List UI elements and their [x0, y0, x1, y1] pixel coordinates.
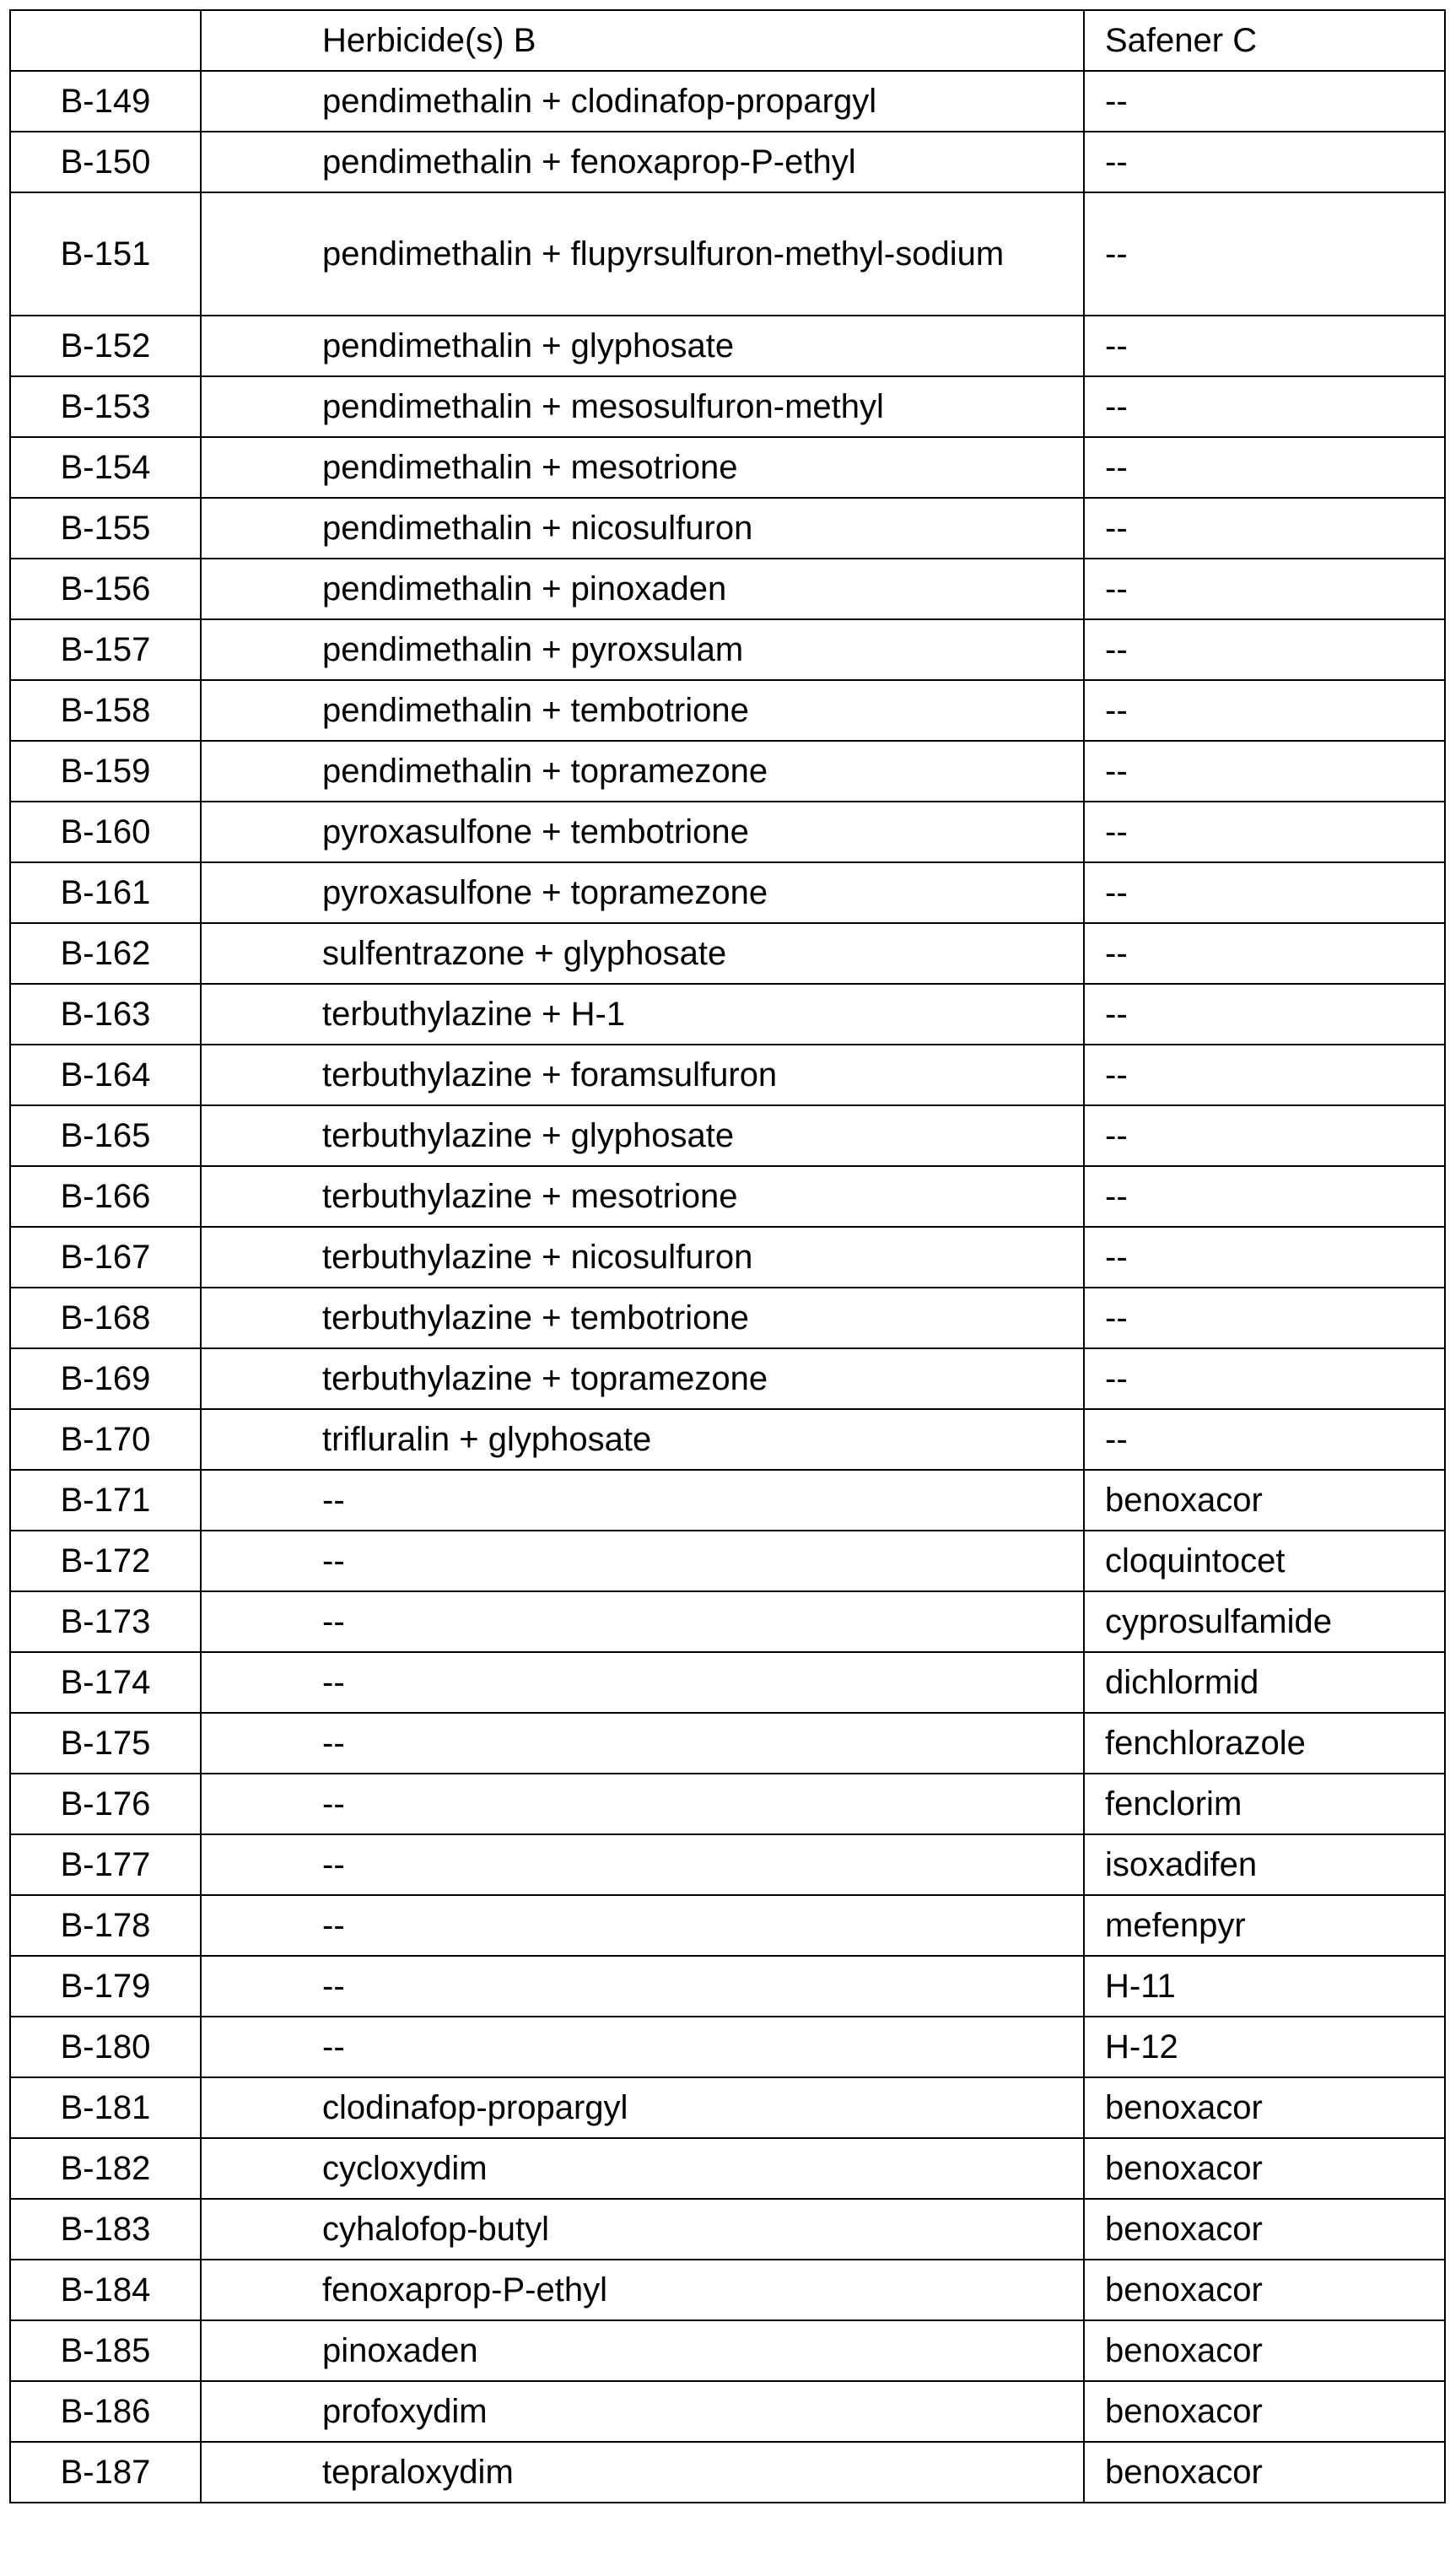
- table-row: [10, 984, 1445, 1045]
- row-id: B-158: [10, 680, 201, 741]
- table-row: [10, 680, 1445, 741]
- herbicide-cell: pendimethalin + fenoxaprop-P-ethyl: [201, 132, 1084, 192]
- safener-cell: --: [1084, 376, 1445, 437]
- safener-cell: --: [1084, 862, 1445, 923]
- table-row: [10, 192, 1445, 316]
- herbicide-cell: --: [201, 1713, 1084, 1774]
- safener-cell: benoxacor: [1084, 1470, 1445, 1531]
- row-id: B-153: [10, 376, 201, 437]
- herbicide-safener-table: [9, 9, 1446, 2503]
- table-row: [10, 1409, 1445, 1470]
- herbicide-cell: pendimethalin + pyroxsulam: [201, 619, 1084, 680]
- row-id: B-178: [10, 1895, 201, 1956]
- safener-cell: cyprosulfamide: [1084, 1591, 1445, 1652]
- herbicide-cell: terbuthylazine + nicosulfuron: [201, 1227, 1084, 1288]
- header-herbicide: Herbicide(s) B: [201, 10, 1084, 71]
- row-id: B-156: [10, 559, 201, 619]
- herbicide-cell: --: [201, 1956, 1084, 2017]
- herbicide-cell: pyroxasulfone + topramezone: [201, 862, 1084, 923]
- herbicide-cell: cycloxydim: [201, 2138, 1084, 2199]
- safener-cell: cloquintocet: [1084, 1531, 1445, 1591]
- row-id: B-157: [10, 619, 201, 680]
- safener-cell: --: [1084, 619, 1445, 680]
- table-row: [10, 2381, 1445, 2442]
- safener-cell: --: [1084, 498, 1445, 559]
- table-row: [10, 1166, 1445, 1227]
- herbicide-cell: terbuthylazine + tembotrione: [201, 1288, 1084, 1348]
- safener-cell: --: [1084, 1166, 1445, 1227]
- table-row: [10, 2442, 1445, 2503]
- table-row: [10, 2320, 1445, 2381]
- row-id: B-172: [10, 1531, 201, 1591]
- row-id: B-154: [10, 437, 201, 498]
- herbicide-cell: sulfentrazone + glyphosate: [201, 923, 1084, 984]
- row-id: B-150: [10, 132, 201, 192]
- herbicide-cell: pendimethalin + pinoxaden: [201, 559, 1084, 619]
- row-id: B-185: [10, 2320, 201, 2381]
- row-id: B-179: [10, 1956, 201, 2017]
- table-row: [10, 619, 1445, 680]
- table-row: [10, 1288, 1445, 1348]
- row-id: B-167: [10, 1227, 201, 1288]
- herbicide-cell: pendimethalin + tembotrione: [201, 680, 1084, 741]
- table-row: [10, 71, 1445, 132]
- safener-cell: --: [1084, 1105, 1445, 1166]
- safener-cell: --: [1084, 1227, 1445, 1288]
- row-id: B-160: [10, 802, 201, 862]
- safener-cell: --: [1084, 680, 1445, 741]
- row-id: B-187: [10, 2442, 201, 2503]
- row-id: B-177: [10, 1834, 201, 1895]
- safener-cell: --: [1084, 192, 1445, 316]
- table-row: [10, 1774, 1445, 1834]
- safener-cell: dichlormid: [1084, 1652, 1445, 1713]
- table-row: [10, 2260, 1445, 2320]
- herbicide-cell: pendimethalin + clodinafop-propargyl: [201, 71, 1084, 132]
- row-id: B-151: [10, 192, 201, 316]
- safener-cell: --: [1084, 923, 1445, 984]
- safener-cell: benoxacor: [1084, 2260, 1445, 2320]
- row-id: B-186: [10, 2381, 201, 2442]
- safener-cell: H-11: [1084, 1956, 1445, 2017]
- herbicide-cell: cyhalofop-butyl: [201, 2199, 1084, 2260]
- table-row: [10, 437, 1445, 498]
- table-row: [10, 2199, 1445, 2260]
- row-id: B-180: [10, 2017, 201, 2077]
- table-row: [10, 1652, 1445, 1713]
- row-id: B-182: [10, 2138, 201, 2199]
- row-id: B-175: [10, 1713, 201, 1774]
- safener-cell: fenclorim: [1084, 1774, 1445, 1834]
- table-row: [10, 2077, 1445, 2138]
- herbicide-cell: --: [201, 1531, 1084, 1591]
- safener-cell: --: [1084, 559, 1445, 619]
- safener-cell: --: [1084, 741, 1445, 802]
- herbicide-cell: pendimethalin + flupyrsulfuron-methyl-sodium: [201, 192, 1084, 316]
- row-id: B-174: [10, 1652, 201, 1713]
- herbicide-cell: pendimethalin + mesosulfuron-methyl: [201, 376, 1084, 437]
- table-row: [10, 2138, 1445, 2199]
- table-row: [10, 1895, 1445, 1956]
- row-id: B-161: [10, 862, 201, 923]
- row-id: B-169: [10, 1348, 201, 1409]
- herbicide-cell: --: [201, 1774, 1084, 1834]
- table-row: [10, 741, 1445, 802]
- safener-cell: benoxacor: [1084, 2442, 1445, 2503]
- safener-cell: --: [1084, 1045, 1445, 1105]
- herbicide-cell: terbuthylazine + glyphosate: [201, 1105, 1084, 1166]
- safener-cell: benoxacor: [1084, 2138, 1445, 2199]
- safener-cell: benoxacor: [1084, 2381, 1445, 2442]
- row-id: B-171: [10, 1470, 201, 1531]
- herbicide-cell: --: [201, 1895, 1084, 1956]
- safener-cell: benoxacor: [1084, 2077, 1445, 2138]
- table-header-row: [10, 10, 1445, 71]
- table-row: [10, 1956, 1445, 2017]
- table-row: [10, 559, 1445, 619]
- row-id: B-184: [10, 2260, 201, 2320]
- table-row: [10, 132, 1445, 192]
- table-row: [10, 498, 1445, 559]
- row-id: B-159: [10, 741, 201, 802]
- safener-cell: isoxadifen: [1084, 1834, 1445, 1895]
- row-id: B-168: [10, 1288, 201, 1348]
- table-row: [10, 1531, 1445, 1591]
- table-row: [10, 1105, 1445, 1166]
- row-id: B-164: [10, 1045, 201, 1105]
- row-id: B-166: [10, 1166, 201, 1227]
- herbicide-cell: trifluralin + glyphosate: [201, 1409, 1084, 1470]
- table-row: [10, 1470, 1445, 1531]
- herbicide-cell: terbuthylazine + foramsulfuron: [201, 1045, 1084, 1105]
- herbicide-cell: --: [201, 1834, 1084, 1895]
- row-id: B-152: [10, 316, 201, 376]
- table-row: [10, 2017, 1445, 2077]
- herbicide-cell: --: [201, 1591, 1084, 1652]
- safener-cell: --: [1084, 132, 1445, 192]
- table-row: [10, 862, 1445, 923]
- herbicide-cell: terbuthylazine + H-1: [201, 984, 1084, 1045]
- row-id: B-170: [10, 1409, 201, 1470]
- safener-cell: --: [1084, 316, 1445, 376]
- herbicide-cell: pendimethalin + nicosulfuron: [201, 498, 1084, 559]
- herbicide-cell: terbuthylazine + mesotrione: [201, 1166, 1084, 1227]
- row-id: B-155: [10, 498, 201, 559]
- safener-cell: --: [1084, 984, 1445, 1045]
- herbicide-cell: pendimethalin + glyphosate: [201, 316, 1084, 376]
- header-safener: Safener C: [1084, 10, 1445, 71]
- row-id: B-183: [10, 2199, 201, 2260]
- table-row: [10, 1045, 1445, 1105]
- herbicide-cell: fenoxaprop-P-ethyl: [201, 2260, 1084, 2320]
- herbicide-cell: terbuthylazine + topramezone: [201, 1348, 1084, 1409]
- table-row: [10, 802, 1445, 862]
- table-row: [10, 1834, 1445, 1895]
- safener-cell: --: [1084, 437, 1445, 498]
- herbicide-cell: pendimethalin + mesotrione: [201, 437, 1084, 498]
- herbicide-cell: --: [201, 2017, 1084, 2077]
- safener-cell: --: [1084, 1348, 1445, 1409]
- header-id: [10, 10, 201, 71]
- table-row: [10, 1348, 1445, 1409]
- herbicide-cell: pyroxasulfone + tembotrione: [201, 802, 1084, 862]
- herbicide-cell: profoxydim: [201, 2381, 1084, 2442]
- safener-cell: benoxacor: [1084, 2320, 1445, 2381]
- safener-cell: fenchlorazole: [1084, 1713, 1445, 1774]
- safener-cell: benoxacor: [1084, 2199, 1445, 2260]
- table-row: [10, 923, 1445, 984]
- safener-cell: --: [1084, 71, 1445, 132]
- row-id: B-176: [10, 1774, 201, 1834]
- herbicide-cell: --: [201, 1652, 1084, 1713]
- herbicide-cell: tepraloxydim: [201, 2442, 1084, 2503]
- herbicide-cell: pendimethalin + topramezone: [201, 741, 1084, 802]
- herbicide-cell: clodinafop-propargyl: [201, 2077, 1084, 2138]
- row-id: B-149: [10, 71, 201, 132]
- herbicide-cell: pinoxaden: [201, 2320, 1084, 2381]
- safener-cell: H-12: [1084, 2017, 1445, 2077]
- safener-cell: --: [1084, 1288, 1445, 1348]
- table-row: [10, 1713, 1445, 1774]
- row-id: B-163: [10, 984, 201, 1045]
- herbicide-cell: --: [201, 1470, 1084, 1531]
- table-row: [10, 1227, 1445, 1288]
- row-id: B-181: [10, 2077, 201, 2138]
- row-id: B-162: [10, 923, 201, 984]
- table-row: [10, 316, 1445, 376]
- safener-cell: mefenpyr: [1084, 1895, 1445, 1956]
- row-id: B-165: [10, 1105, 201, 1166]
- safener-cell: --: [1084, 802, 1445, 862]
- table-row: [10, 1591, 1445, 1652]
- safener-cell: --: [1084, 1409, 1445, 1470]
- table-row: [10, 376, 1445, 437]
- row-id: B-173: [10, 1591, 201, 1652]
